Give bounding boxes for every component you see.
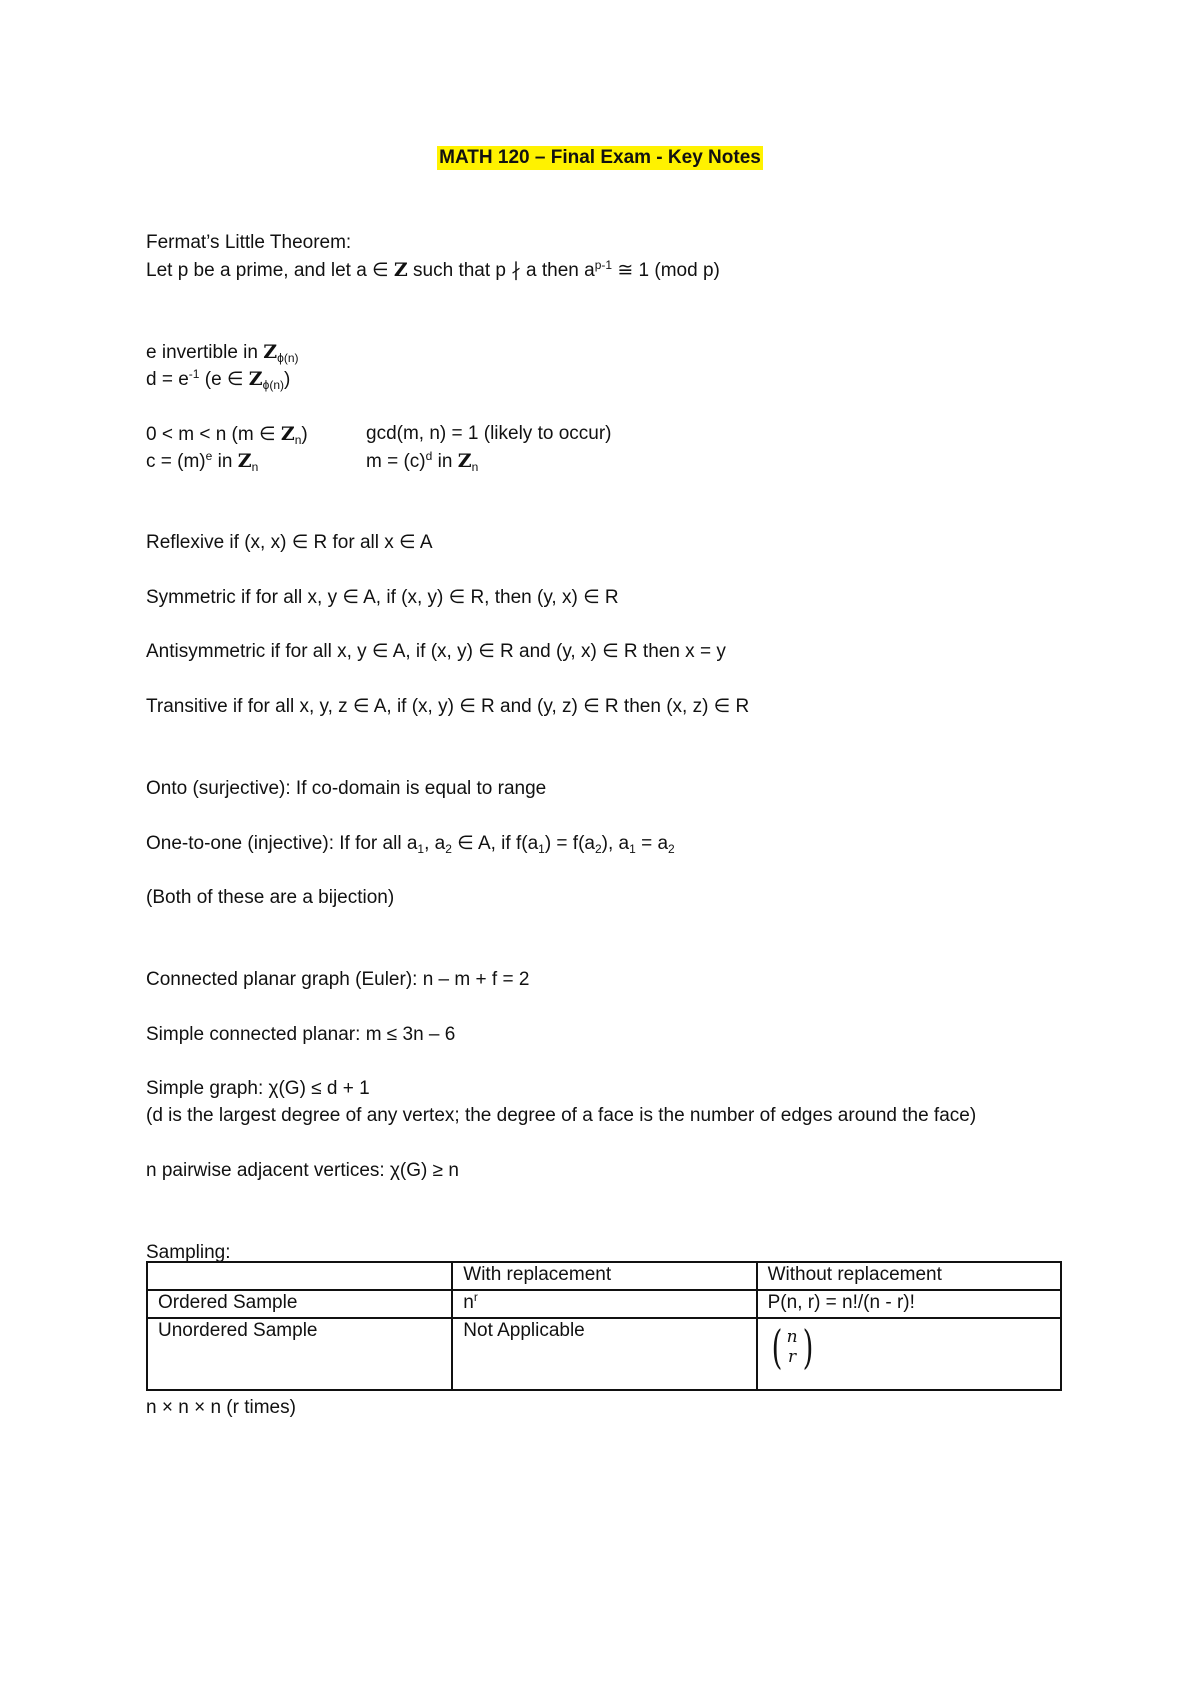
table-row xyxy=(147,1290,1061,1318)
ordered-without-replacement: P(n, r) = n!/(n - r)! xyxy=(757,1290,1061,1318)
one-to-one-definition: One-to-one (injective): If for all $a_1$, $a_2$ ∈ A, if $f(a_1) = f(a_2)$, $a_1 = a_2$ xyxy=(146,833,675,856)
page-title: MATH 120 – Final Exam - Key Notes xyxy=(439,147,761,168)
sampling-footnote: n × n × n (r times) xyxy=(146,1397,296,1418)
degree-note: (d is the largest degree of any vertex; the degree of a face is the number of edges around the face) xyxy=(146,1105,977,1126)
table-header-row xyxy=(147,1262,1061,1290)
simple-planar-bound: Simple connected planar: m ≤ 3n – 6 xyxy=(146,1024,456,1045)
table-header-cell xyxy=(147,1262,452,1290)
fermat-statement: Let p be a prime, and let a ∈ 𝐙 such that p ∤ a then $a^{p-1}$ ≅ 1 (mod p) xyxy=(146,258,720,281)
rsa-e-invertible: e invertible in 𝐙$_{\phi(n)}$ xyxy=(146,341,299,365)
table-row xyxy=(147,1318,1061,1390)
unordered-with-replacement: Not Applicable xyxy=(452,1318,756,1390)
chromatic-upper-bound: Simple graph: χ(G) ≤ d + 1 xyxy=(146,1078,370,1099)
binomial-bottom: r xyxy=(787,1347,797,1367)
title-container xyxy=(0,146,1200,170)
chromatic-lower-bound: n pairwise adjacent vertices: χ(G) ≥ n xyxy=(146,1160,459,1181)
rsa-encrypt: $c = (m)^e$ in 𝐙$_n$ xyxy=(146,449,259,474)
rsa-gcd: gcd(m, n) = 1 (likely to occur) xyxy=(366,423,612,444)
bijection-note: (Both of these are a bijection) xyxy=(146,887,395,908)
binomial-coefficient: ( n r ) xyxy=(771,1320,813,1374)
unordered-sample-label: Unordered Sample xyxy=(147,1318,452,1390)
binomial-top: n xyxy=(786,1327,798,1347)
rsa-decrypt: $m = (c)^d$ in 𝐙$_n$ xyxy=(366,449,479,474)
onto-definition: Onto (surjective): If co-domain is equal to range xyxy=(146,778,547,799)
reflexive-definition: Reflexive if (x, x) ∈ R for all x ∈ A xyxy=(146,532,433,553)
symmetric-definition: Symmetric if for all x, y ∈ A, if (x, y) ∈ R, then (y, x) ∈ R xyxy=(146,587,619,608)
table-header-cell: With replacement xyxy=(452,1262,756,1290)
transitive-definition: Transitive if for all x, y, z ∈ A, if (x, y) ∈ R and (y, z) ∈ R then (x, z) ∈ R xyxy=(146,696,750,717)
euler-formula: Connected planar graph (Euler): n – m + f = 2 xyxy=(146,969,530,990)
table-header-cell: Without replacement xyxy=(757,1262,1061,1290)
antisymmetric-definition: Antisymmetric if for all x, y ∈ A, if (x, y) ∈ R and (y, x) ∈ R then x = y xyxy=(146,641,726,662)
sampling-heading: Sampling: xyxy=(146,1242,231,1263)
rsa-m-range: 0 < m < n (m ∈ 𝐙$_n$) xyxy=(146,423,308,447)
fermat-heading: Fermat’s Little Theorem: xyxy=(146,232,352,253)
rsa-d-inverse: $d = e^{-1}$ (e ∈ 𝐙$_{\phi(n)}$) xyxy=(146,367,291,392)
ordered-with-replacement: $n^r$ xyxy=(452,1290,756,1318)
sampling-table xyxy=(146,1261,1062,1391)
unordered-without-replacement xyxy=(757,1318,1061,1390)
ordered-sample-label: Ordered Sample xyxy=(147,1290,452,1318)
